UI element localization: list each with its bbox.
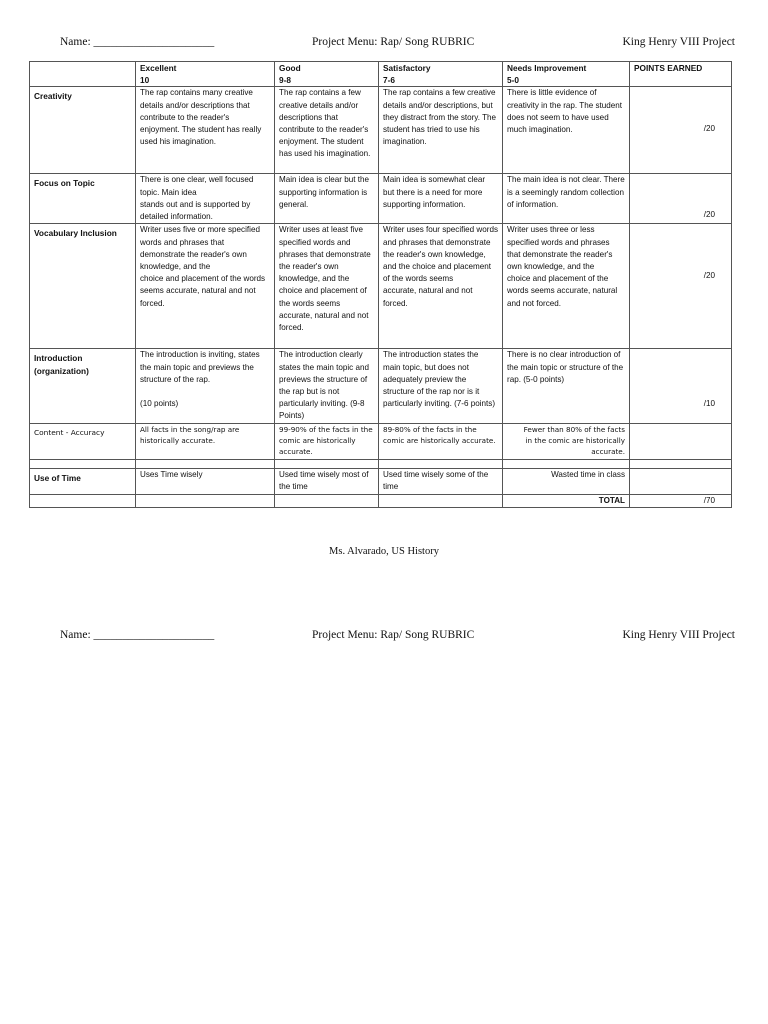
rubric-cell: Main idea is clear but the supporting information is general. bbox=[275, 174, 379, 224]
header-label: Excellent bbox=[140, 63, 177, 73]
rubric-cell: 89-80% of the facts in the comic are historically accurate. bbox=[379, 423, 503, 459]
rubric-cell: Used time wisely some of the time bbox=[379, 468, 503, 494]
criterion-label: Introduction (organization) bbox=[30, 349, 136, 423]
rubric-cell: Writer uses four specified words and phrases that demonstrate the reader's own knowledge, and the choice and placement of the words seems accurate, natural and not forced. bbox=[379, 224, 503, 349]
table-row bbox=[30, 224, 732, 349]
name-field-label: Name: _____________________ bbox=[60, 36, 215, 48]
total-row bbox=[30, 494, 732, 507]
rubric-cell: Wasted time in class bbox=[503, 468, 630, 494]
rubric-cell: The introduction states the main topic, but does not adequately preview the structure of the rap nor is it particularly inviting. (7-6 points) bbox=[379, 349, 503, 423]
rubric-title: Project Menu: Rap/ Song RUBRIC bbox=[312, 36, 475, 48]
criterion-label: Focus on Topic bbox=[30, 174, 136, 224]
header-range: 9-8 bbox=[279, 75, 291, 86]
header-label: Needs Improvement bbox=[507, 63, 587, 73]
rubric-cell: Writer uses five or more specified words and phrases that demonstrate the reader's own knowledge, and the choice and placement of the words seems accurate, natural and not forced. bbox=[136, 224, 275, 349]
points-cell: /20 bbox=[630, 224, 732, 349]
rubric-cell: Used time wisely most of the time bbox=[275, 468, 379, 494]
table-row bbox=[30, 349, 732, 423]
total-points: /70 bbox=[630, 494, 732, 507]
spacer-row bbox=[30, 459, 732, 468]
corner-cell bbox=[30, 62, 136, 87]
criterion-label: Content - Accuracy bbox=[30, 423, 136, 459]
criterion-label: Use of Time bbox=[30, 468, 136, 494]
rubric-cell: Fewer than 80% of the facts in the comic are historically accurate. bbox=[503, 423, 630, 459]
name-field-label: Name: _____________________ bbox=[60, 629, 215, 641]
total-label: TOTAL bbox=[503, 494, 630, 507]
header-range: 7-6 bbox=[383, 75, 395, 86]
rubric-cell: Main idea is somewhat clear but there is a need for more supporting information. bbox=[379, 174, 503, 224]
table-row bbox=[30, 87, 732, 174]
header-label: Satisfactory bbox=[383, 63, 431, 73]
rubric-cell: All facts in the song/rap are historically accurate. bbox=[136, 423, 275, 459]
rubric-title: Project Menu: Rap/ Song RUBRIC bbox=[312, 629, 475, 641]
header-excellent bbox=[136, 62, 275, 87]
points-cell: /20 bbox=[630, 87, 732, 174]
header-good bbox=[275, 62, 379, 87]
header-range: 5-0 bbox=[507, 75, 519, 86]
table-row bbox=[30, 174, 732, 224]
rubric-table bbox=[29, 61, 732, 508]
rubric-cell: The introduction is inviting, states the main topic and previews the structure of the rap. (10 points) bbox=[136, 349, 275, 423]
rubric-cell: Writer uses three or less specified words and phrases that demonstrate the reader's own knowledge, and the choice and placement of the words seems accurate, natural and not forced. bbox=[503, 224, 630, 349]
points-cell: /10 bbox=[630, 349, 732, 423]
table-header-row bbox=[30, 62, 732, 87]
page-header bbox=[30, 36, 735, 54]
header-needs-improvement bbox=[503, 62, 630, 87]
points-cell bbox=[630, 423, 732, 459]
criterion-label: Vocabulary Inclusion bbox=[30, 224, 136, 349]
teacher-footer: Ms. Alvarado, US History bbox=[329, 546, 439, 557]
rubric-cell: The rap contains a few creative details and/or descriptions that contribute to the reader's enjoyment. The student has used his imagination. bbox=[275, 87, 379, 174]
project-name: King Henry VIII Project bbox=[622, 629, 735, 641]
table-row bbox=[30, 423, 732, 459]
rubric-cell: Writer uses at least five specified words and phrases that demonstrate the reader's own knowledge, and the choice and placement of the words seems accurate, natural and not forced. bbox=[275, 224, 379, 349]
page-header-repeat bbox=[30, 629, 735, 647]
rubric-cell: The introduction clearly states the main topic and previews the structure of the rap but is not particularly inviting. (9-8 Points) bbox=[275, 349, 379, 423]
rubric-cell: There is no clear introduction of the main topic or structure of the rap. (5-0 points) bbox=[503, 349, 630, 423]
rubric-cell: There is little evidence of creativity in the rap. The student does not seem to have used much imagination. bbox=[503, 87, 630, 174]
rubric-cell: The rap contains many creative details and/or descriptions that contribute to the reader's enjoyment. The student has really used his imagination. bbox=[136, 87, 275, 174]
criterion-label: Creativity bbox=[30, 87, 136, 174]
points-cell bbox=[630, 468, 732, 494]
header-points-earned: POINTS EARNED bbox=[630, 62, 732, 87]
header-label: Good bbox=[279, 63, 301, 73]
rubric-cell: The main idea is not clear. There is a seemingly random collection of information. bbox=[503, 174, 630, 224]
header-satisfactory bbox=[379, 62, 503, 87]
table-row bbox=[30, 468, 732, 494]
rubric-cell: The rap contains a few creative details and/or descriptions, but they distract from the story. The student has tried to use his imagination. bbox=[379, 87, 503, 174]
rubric-cell: There is one clear, well focused topic. Main idea stands out and is supported by detailed information. bbox=[136, 174, 275, 224]
project-name: King Henry VIII Project bbox=[622, 36, 735, 48]
header-range: 10 bbox=[140, 75, 150, 86]
points-cell: /20 bbox=[630, 174, 732, 224]
rubric-cell: Uses Time wisely bbox=[136, 468, 275, 494]
rubric-cell: 99-90% of the facts in the comic are historically accurate. bbox=[275, 423, 379, 459]
